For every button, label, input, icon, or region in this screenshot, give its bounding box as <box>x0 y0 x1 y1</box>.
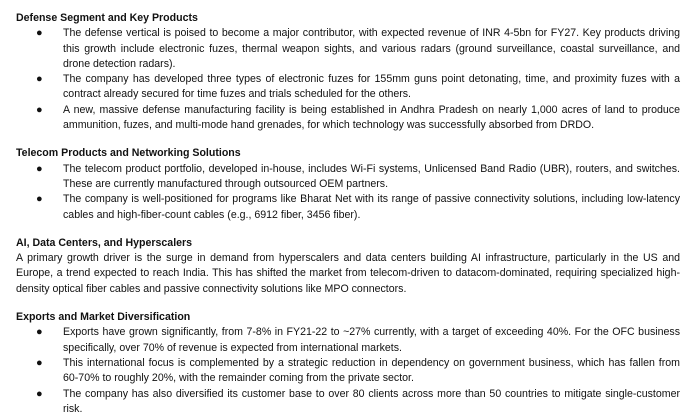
section-paragraph: A primary growth driver is the surge in demand from hyperscalers and data centers building AI infrastructure, particularly in the US and Europe, a trend expected to reach India. This has shifted the market from telecom-driven to datacom-dominated, requiring specialized high-density optical fiber cables and passive connectivity solutions like MPO connectors. <box>16 252 680 295</box>
list-item <box>16 162 680 193</box>
section-heading: Defense Segment and Key Products <box>16 12 198 24</box>
list-item <box>16 325 680 356</box>
section-ai-data-centers <box>16 236 680 297</box>
list-item <box>16 26 680 72</box>
section-heading: Telecom Products and Networking Solutions <box>16 147 241 160</box>
section-telecom <box>16 146 680 222</box>
list-item <box>16 192 680 223</box>
bullet-icon: ● <box>36 73 43 86</box>
list-item-text: The telecom product portfolio, developed in-house, includes Wi-Fi systems, Unlicensed Band Radio (UBR), routers, and switches. These are currently manufactured through outsourced OEM partners. <box>63 162 680 190</box>
bullet-icon: ● <box>36 326 43 339</box>
list-item-text: The company is well-positioned for programs like Bharat Net with its range of passive connectivity solutions, including low-latency cables and high-fiber-count cables (e.g., 6912 fiber, 3456 fiber). <box>63 193 680 221</box>
list-item-text: Exports have grown significantly, from 7-8% in FY21-22 to ~27% currently, with a target of exceeding 40%. For the OFC business specifically, over 70% of revenue is expected from international markets. <box>63 326 680 354</box>
list-item <box>16 387 680 417</box>
list-item-text: The company has developed three types of electronic fuzes for 155mm guns point detonating, time, and proximity fuzes with a contract already secured for time fuzes and trials scheduled for the others. <box>63 73 680 101</box>
list-item-text: The defense vertical is poised to become a major contributor, with expected revenue of INR 4-5bn for FY27. Key products driving this growth include electronic fuzes, thermal weapon sights, and various radars (ground surveillance, coastal surveillance, and drone detection radars). <box>63 27 680 70</box>
bullet-icon: ● <box>36 27 43 40</box>
bullet-icon: ● <box>36 103 43 116</box>
list-item <box>16 103 680 134</box>
list-item <box>16 72 680 103</box>
bullet-icon: ● <box>36 193 43 206</box>
section-heading: AI, Data Centers, and Hyperscalers <box>16 236 193 249</box>
bullet-icon: ● <box>36 356 43 369</box>
list-item-text: This international focus is complemented by a strategic reduction in dependency on government business, which has fallen from 60-70% to roughly 20%, with the remainder coming from the private sector. <box>63 356 680 385</box>
section-defense <box>16 11 680 133</box>
list-item-text: A new, massive defense manufacturing facility is being established in Andhra Pradesh on nearly 1,000 acres of land to produce ammunition, fuzes, and multi-mode hand grenades, for which technology was successfully absorbed from DRDO. <box>63 103 680 132</box>
list-item <box>16 356 680 387</box>
bullet-icon: ● <box>36 162 43 175</box>
bullet-list <box>16 325 680 417</box>
bullet-list <box>16 26 680 133</box>
bullet-icon: ● <box>36 387 43 400</box>
section-exports <box>16 310 680 417</box>
bullet-list <box>16 162 680 223</box>
list-item-text: The company has also diversified its customer base to over 80 clients across more than 50 countries to mitigate single-customer risk. <box>63 387 680 415</box>
section-heading: Exports and Market Diversification <box>16 311 191 324</box>
